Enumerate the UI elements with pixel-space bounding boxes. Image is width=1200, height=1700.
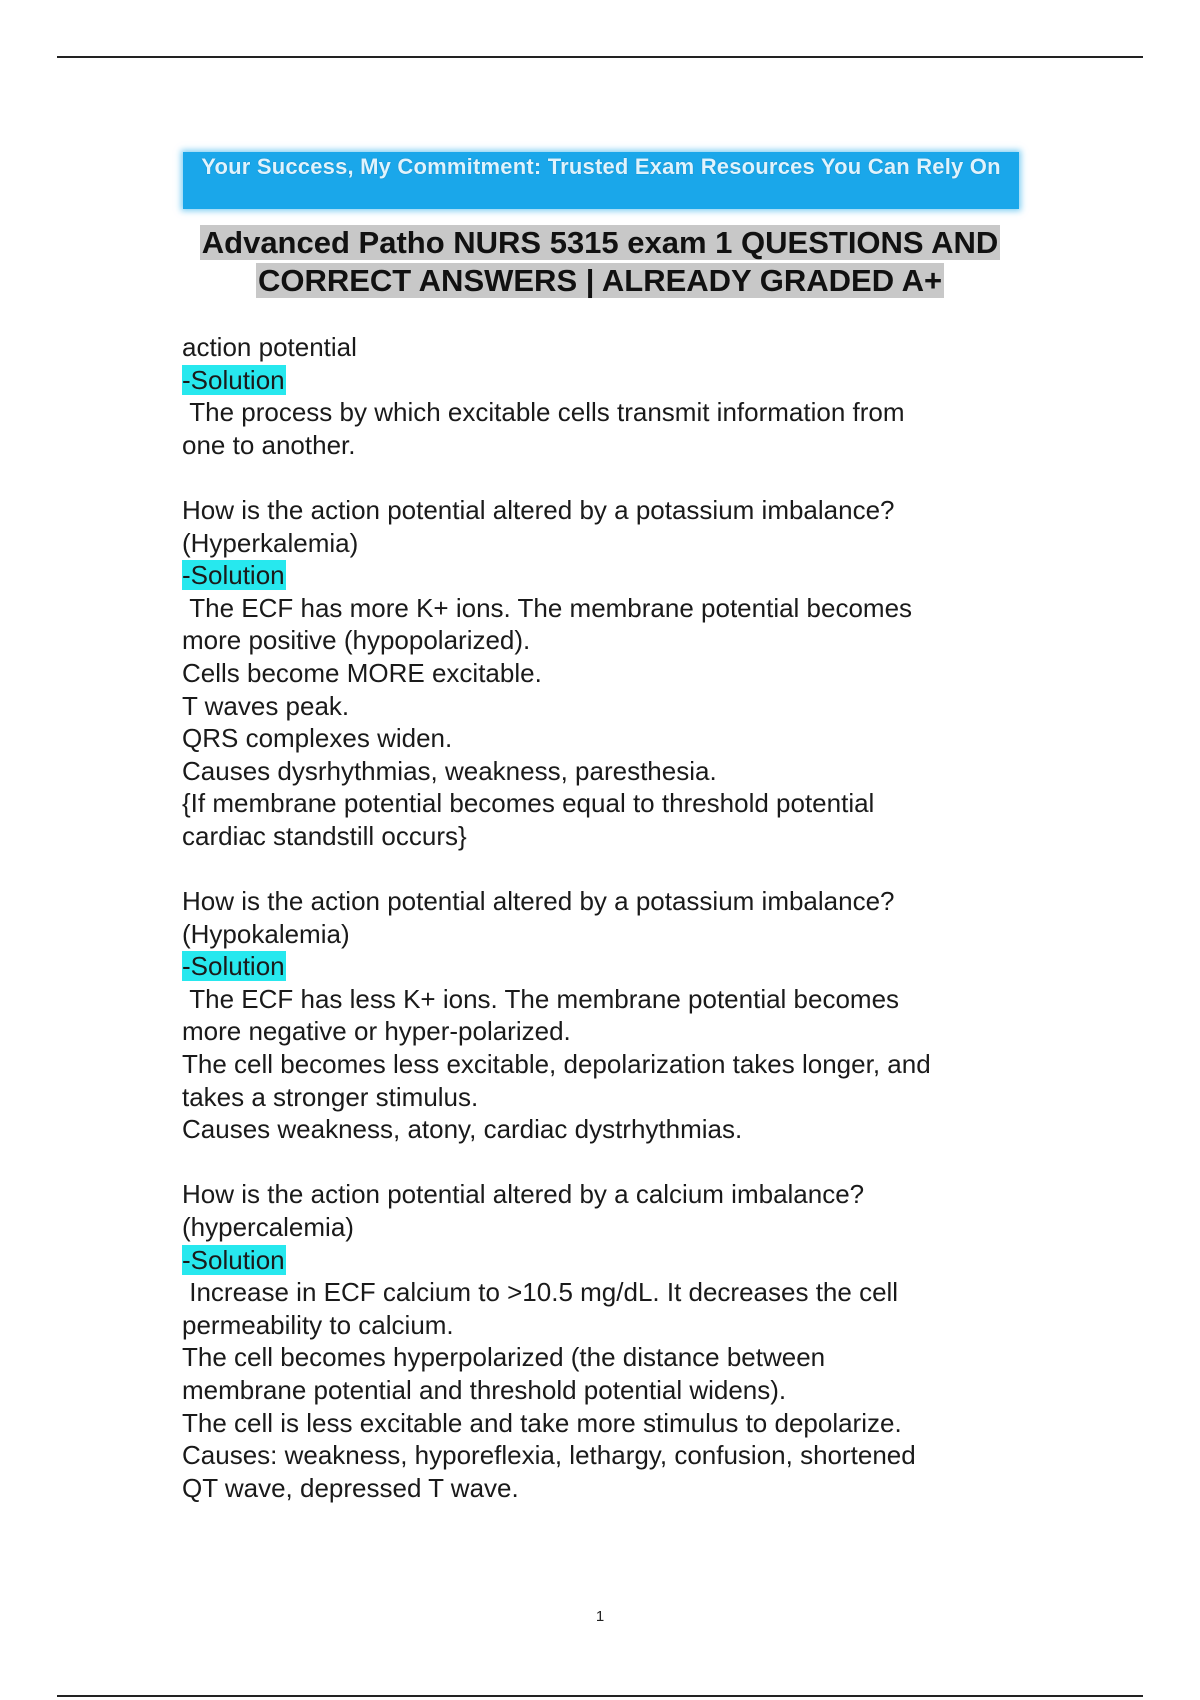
solution-label-line <box>182 1244 1022 1277</box>
solution-label-line <box>182 559 1022 592</box>
solution-label: -Solution <box>182 560 285 591</box>
answer-line: The cell becomes hyperpolarized (the distance between <box>182 1342 826 1373</box>
question-line: How is the action potential altered by a potassium imbalance? <box>182 494 895 525</box>
answer-line: Causes weakness, atony, cardiac dystrhythmias. <box>182 1114 743 1145</box>
question-line: action potential <box>182 332 357 362</box>
solution-label: -Solution <box>182 364 285 395</box>
qa-content <box>182 331 1022 1537</box>
qa-item <box>182 885 1022 1146</box>
answer-line: The process by which excitable cells transmit information from <box>182 397 905 428</box>
answer-line: The cell is less excitable and take more stimulus to depolarize. <box>182 1407 902 1438</box>
answer-line: The ECF has more K+ ions. The membrane potential becomes <box>182 592 913 623</box>
answer-line: T waves peak. <box>182 690 350 721</box>
answer-line: takes a stronger stimulus. <box>182 1081 479 1112</box>
footer-rule <box>57 1695 1143 1697</box>
qa-item <box>182 494 1022 853</box>
answer-line: {If membrane potential becomes equal to threshold potential <box>182 788 875 819</box>
answer-line: The cell becomes less excitable, depolarization takes longer, and <box>182 1049 931 1080</box>
document-title-line-2: CORRECT ANSWERS | ALREADY GRADED A+ <box>257 263 943 298</box>
answer-line: cardiac standstill occurs} <box>182 820 467 851</box>
solution-label-line <box>182 364 1022 397</box>
question-line: How is the action potential altered by a calcium imbalance? <box>182 1179 865 1210</box>
promo-banner-text: Your Success, My Commitment: Trusted Exam Resources You Can Rely On <box>201 154 1001 179</box>
promo-banner <box>183 152 1019 209</box>
answer-line: Increase in ECF calcium to >10.5 mg/dL. It decreases the cell <box>182 1277 899 1308</box>
answer-line: Causes dysrhythmias, weakness, paresthesia. <box>182 755 717 786</box>
question-line: (Hyperkalemia) <box>182 527 359 558</box>
answer-line: permeability to calcium. <box>182 1309 454 1340</box>
answer-line: QT wave, depressed T wave. <box>182 1472 519 1503</box>
answer-line: Cells become MORE excitable. <box>182 657 542 688</box>
answer-line: one to another. <box>182 429 356 460</box>
answer-line: membrane potential and threshold potential widens). <box>182 1375 787 1405</box>
answer-line: more negative or hyper-polarized. <box>182 1016 571 1047</box>
answer-line: Causes: weakness, hyporeflexia, lethargy, confusion, shortened <box>182 1440 916 1471</box>
answer-line: QRS complexes widen. <box>182 723 453 754</box>
qa-item <box>182 331 1022 461</box>
solution-label-line <box>182 950 1022 983</box>
question-line: (hypercalemia) <box>182 1212 354 1243</box>
document-title <box>150 224 1050 300</box>
answer-line: The ECF has less K+ ions. The membrane potential becomes <box>182 983 900 1014</box>
solution-label: -Solution <box>182 951 285 982</box>
question-line: How is the action potential altered by a potassium imbalance? <box>182 886 895 917</box>
document-title-line-1: Advanced Patho NURS 5315 exam 1 QUESTIONS AND <box>201 225 999 260</box>
page-number: 1 <box>595 1608 605 1625</box>
qa-item <box>182 1178 1022 1504</box>
answer-line: more positive (hypopolarized). <box>182 625 531 656</box>
question-line: (Hypokalemia) <box>182 918 350 949</box>
header-rule <box>57 56 1143 58</box>
solution-label: -Solution <box>182 1244 285 1275</box>
